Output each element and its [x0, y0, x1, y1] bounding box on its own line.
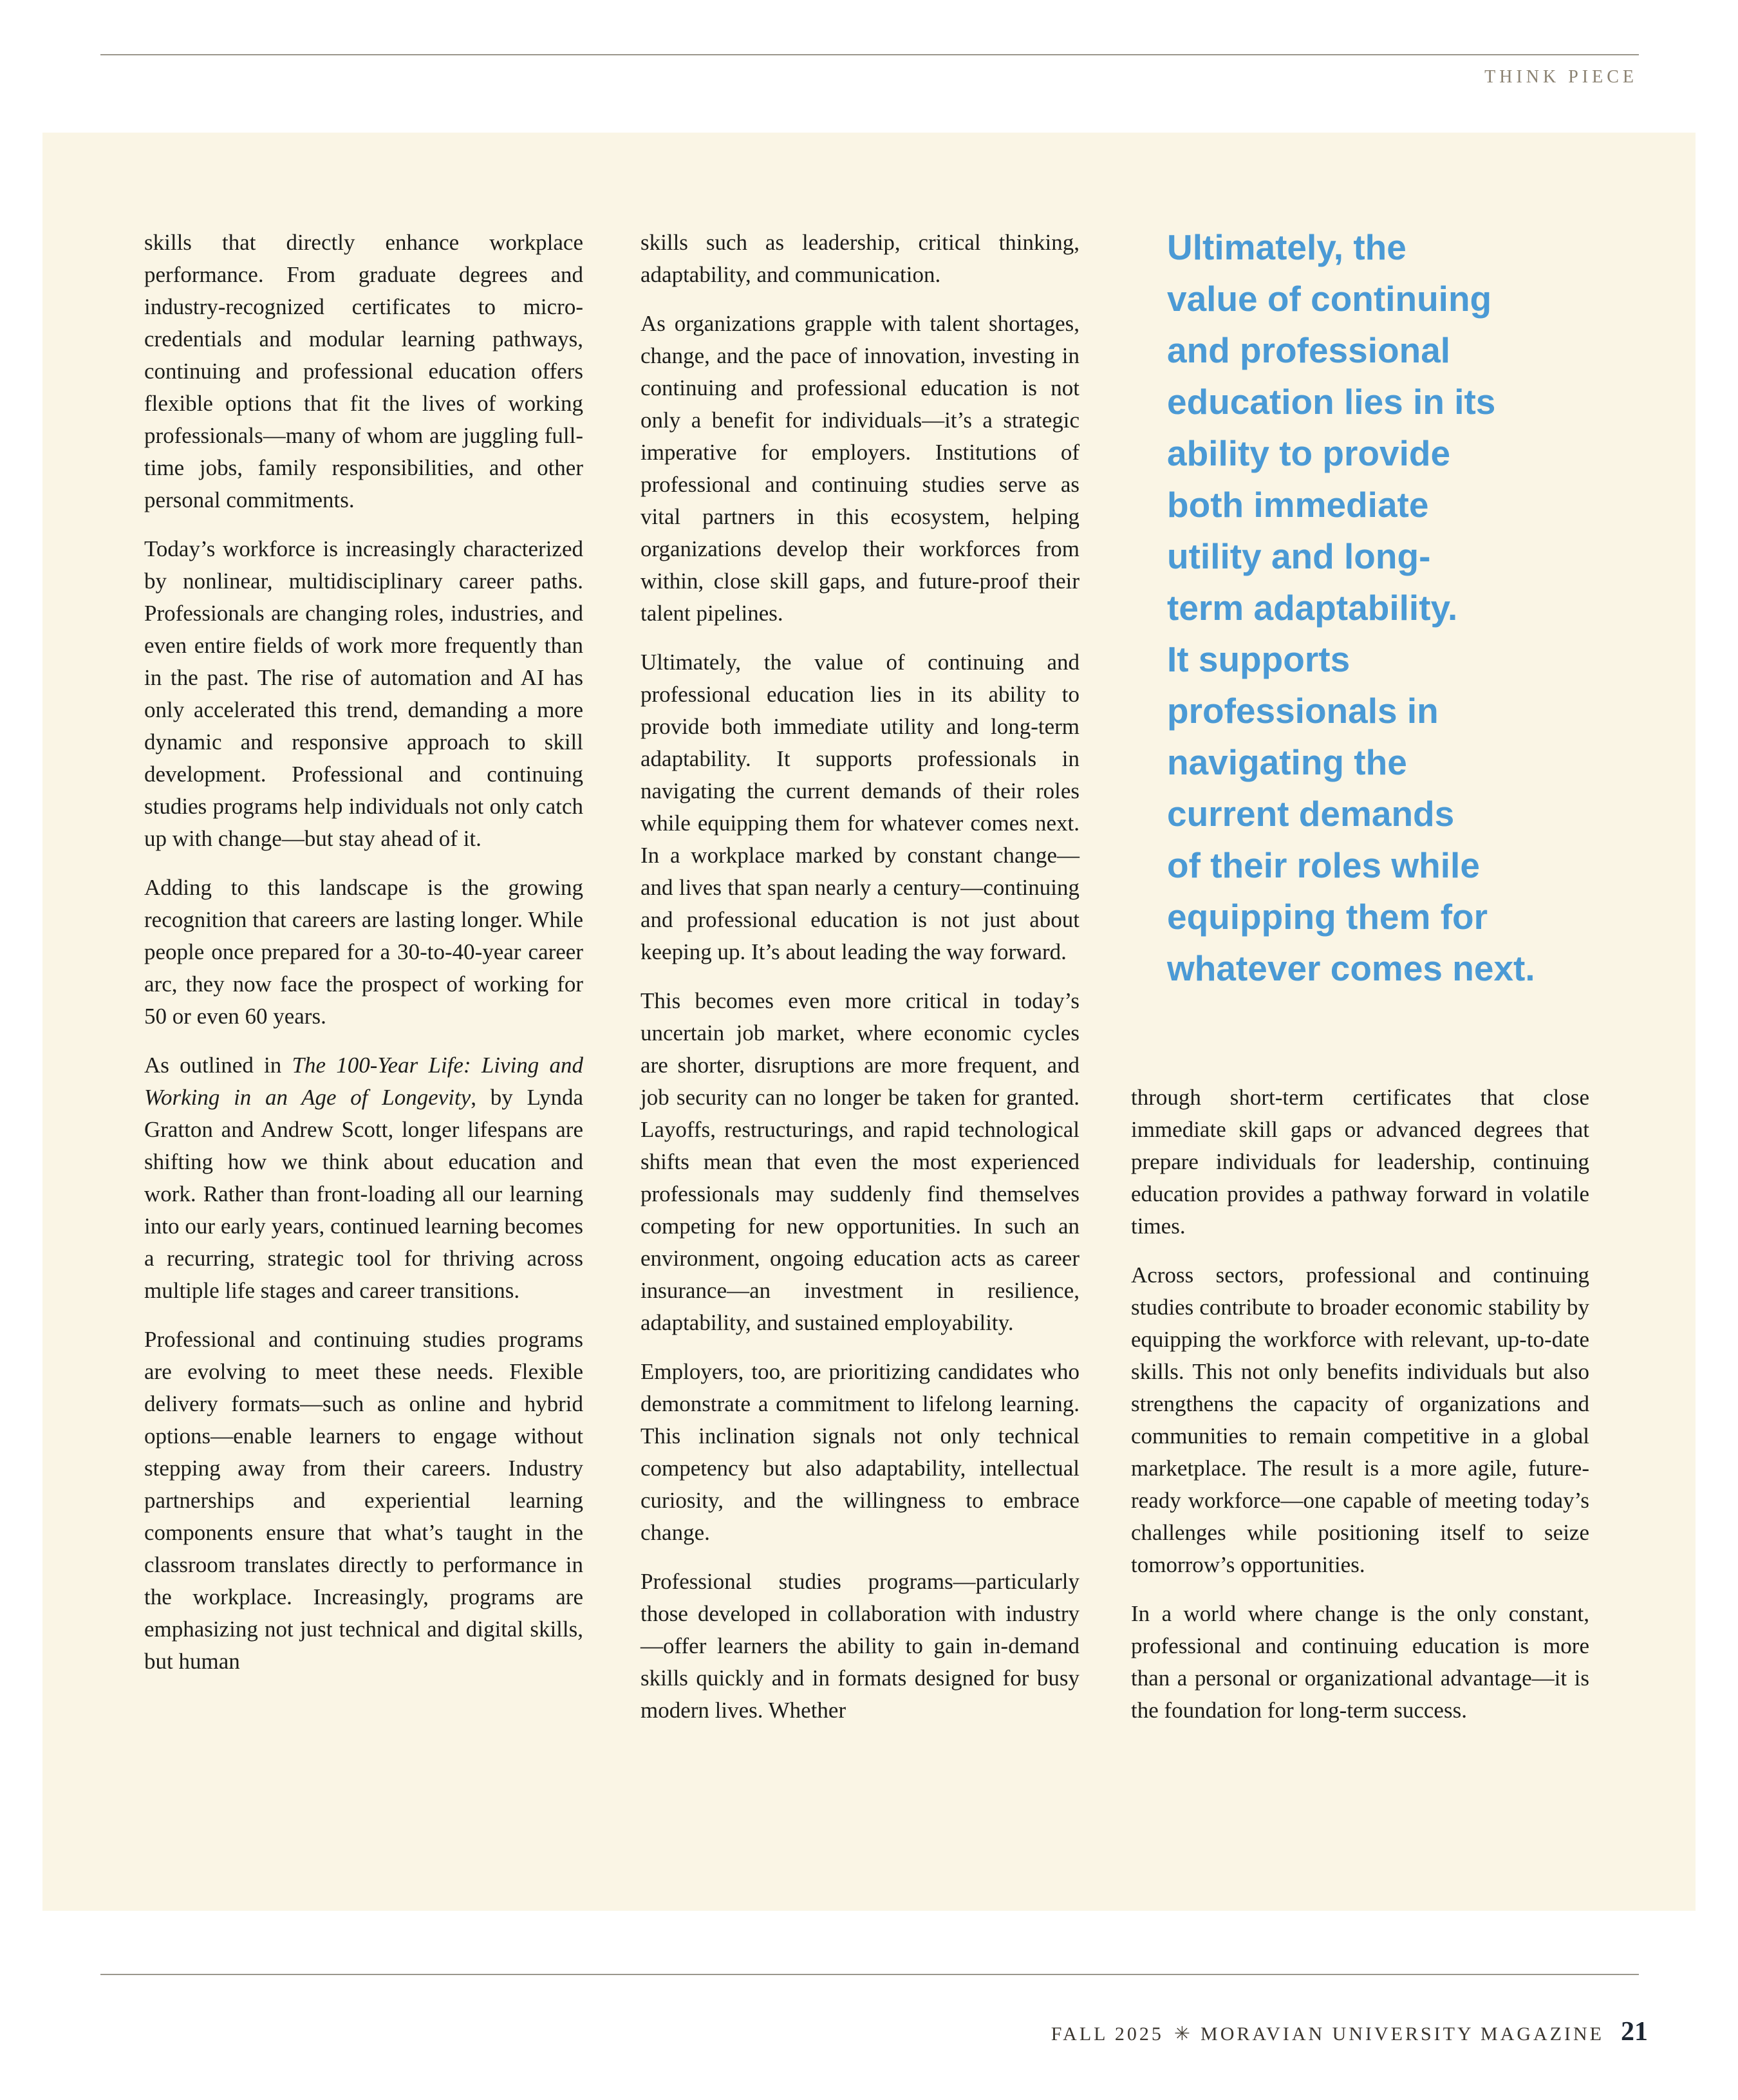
pull-quote-line: navigating the: [1167, 742, 1407, 782]
pull-quote-line: and professional: [1167, 330, 1451, 370]
paragraph: In a world where change is the only constant, professional and continuing education is more than a personal or organizational advantage—it is the foundation for long-term success.: [1131, 1601, 1589, 1723]
column-3: [1131, 1082, 1589, 1727]
page-number: 21: [1621, 2017, 1648, 2047]
paragraph: Professional studies programs—particularly those developed in collaboration with industry—offer learners the ability to gain in-demand skills quickly and in formats designed for busy modern lives. Whether: [640, 1569, 1079, 1723]
pull-quote-line: education lies in its: [1167, 382, 1496, 422]
pull-quote-line: both immediate: [1167, 485, 1429, 525]
book-title-italic: The 100-Year Life: Living and Working in an Age of Longevity: [144, 1053, 583, 1110]
pull-quote-line: It supports: [1167, 639, 1350, 679]
pull-quote-line: utility and long-: [1167, 536, 1431, 576]
section-label: THINK PIECE: [1484, 67, 1638, 87]
pull-quote-line: term adaptability.: [1167, 588, 1458, 628]
paragraph: Employers, too, are prioritizing candidates who demonstrate a commitment to lifelong learning. This inclination signals not only technical competency but also adaptability, intellectual curiosity, and the willingness to embrace change.: [640, 1359, 1079, 1545]
paragraph: Professional and continuing studies programs are evolving to meet these needs. Flexible delivery formats—such as online and hybrid options—enable learners to engage without stepping away from their careers. Industry partnerships and experiential learning components ensure that what’s taught in the classroom translates directly to performance in the workplace. Increasingly, programs are emphasizing not just technical and digital skills, but human: [144, 1327, 583, 1674]
pull-quote-line: ability to provide: [1167, 433, 1451, 473]
footer-magazine-title: MORAVIAN UNIVERSITY MAGAZINE: [1201, 2023, 1604, 2045]
text-run: As outlined in: [144, 1053, 292, 1078]
text-run: , by Lynda Gratton and Andrew Scott, longer lifespans are shifting how we think about education and work. Rather than front-loading all our learning into our early years, continued learning becomes a recurring, strategic tool for thriving across multiple life stages and career transitions.: [144, 1085, 583, 1303]
pull-quote-line: equipping them for: [1167, 897, 1488, 937]
paragraph: This becomes even more critical in today’s uncertain job market, where economic cycles are shorter, disruptions are more frequent, and job security can no longer be taken for granted. Layoffs, restructurings, and rapid technological shifts mean that even the most experienced professionals may suddenly find themselves competing for new opportunities. In such an environment, ongoing education acts as career insurance—an investment in resilience, adaptability, and sustained employability.: [640, 988, 1079, 1335]
pull-quote-line: Ultimately, the: [1167, 227, 1406, 267]
paragraph: skills such as leadership, critical thinking, adaptability, and communication.: [640, 230, 1079, 287]
paragraph: through short-term certificates that close immediate skill gaps or advanced degrees that prepare individuals for leadership, continuing education provides a pathway forward in volatile times.: [1131, 1085, 1589, 1239]
pull-quote-line: whatever comes next.: [1167, 948, 1535, 988]
pull-quote-line: current demands: [1167, 794, 1455, 834]
paragraph-with-book-title: [144, 1049, 583, 1307]
paragraph: Ultimately, the value of continuing and professional education lies in its ability to provide both immediate utility and long-term adaptability. It supports professionals in navigating the current demands of their roles while equipping them for whatever comes next. In a workplace marked by constant change—and lives that span nearly a century—continuing and professional education is not just about keeping up. It’s about leading the way forward.: [640, 650, 1079, 964]
paragraph: Across sectors, professional and continuing studies contribute to broader economic stability by equipping the workforce with relevant, up-to-date skills. This not only benefits individuals but also strengthens the capacity of organizations and communities to remain competitive in a global marketplace. The result is a more agile, future-ready workforce—one capable of meeting today’s challenges while positioning itself to seize tomorrow’s opportunities.: [1131, 1262, 1589, 1577]
paragraph: Adding to this landscape is the growing recognition that careers are lasting longer. While people once prepared for a 30-to-40-year career arc, they now face the prospect of working for 50 or even 60 years.: [144, 875, 583, 1029]
paragraph: skills that directly enhance workplace performance. From graduate degrees and industry-recognized certificates to micro-credentials and modular learning pathways, continuing and professional education offers flexible options that fit the lives of working professionals—many of whom are juggling full-time jobs, family responsibilities, and other personal commitments.: [144, 230, 583, 512]
pull-quote-line: of their roles while: [1167, 845, 1480, 885]
column-2: [640, 227, 1079, 1727]
footer-divider: [100, 1974, 1639, 1975]
column-1: [144, 227, 583, 1678]
pull-quote-line: professionals in: [1167, 691, 1439, 731]
header-divider: [100, 54, 1639, 55]
paragraph: Today’s workforce is increasingly characterized by nonlinear, multidisciplinary career paths. Professionals are changing roles, industries, and even entire fields of work more frequently than in the past. The rise of automation and AI has only accelerated this trend, demanding a more dynamic and responsive approach to skill development. Professional and continuing studies programs help individuals not only catch up with change—but stay ahead of it.: [144, 536, 583, 851]
paragraph: As organizations grapple with talent shortages, change, and the pace of innovation, investing in continuing and professional education is not only a benefit for individuals—it’s a strategic imperative for employers. Institutions of professional and continuing studies serve as vital partners in this ecosystem, helping organizations develop their workforces from within, close skill gaps, and future-proof their talent pipelines.: [640, 311, 1079, 626]
pull-quote-line: value of continuing: [1167, 279, 1492, 319]
pull-quote: [1167, 221, 1631, 994]
star-ornament-icon: ✳: [1173, 2023, 1191, 2045]
footer: [1051, 2016, 1648, 2047]
footer-issue: FALL 2025: [1051, 2023, 1164, 2045]
